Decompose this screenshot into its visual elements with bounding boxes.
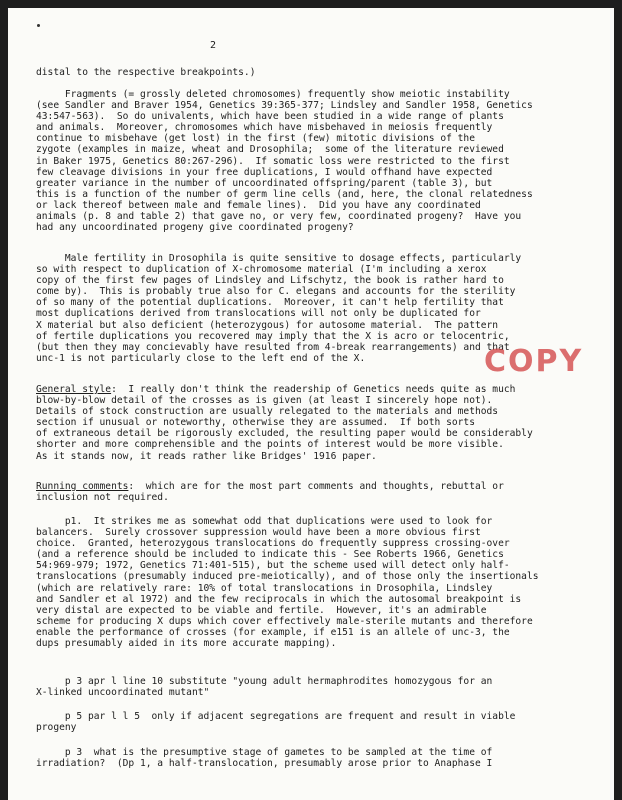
copy-stamp: COPY bbox=[484, 344, 584, 379]
running-comments-text: : which are for the most part comments and thoughts, rebuttal or inclusion not required. bbox=[36, 481, 504, 504]
running-comments-heading: Running comments bbox=[36, 481, 129, 492]
page-number: 2 bbox=[210, 40, 217, 51]
note-p3-line10: p 3 apr l line 10 substitute "young adult hermaphrodites homozygous for an X-linked uncoordinated mutant" bbox=[36, 676, 493, 699]
punch-mark bbox=[37, 24, 40, 27]
paragraph-intro: distal to the respective breakpoints.) bbox=[36, 67, 256, 78]
general-style-heading: General style bbox=[36, 384, 112, 395]
note-p5: p 5 par l l 5 only if adjacent segregations are frequent and result in viable progeny bbox=[36, 711, 516, 734]
note-p3-stage: p 3 what is the presumptive stage of gametes to be sampled at the time of irradiation? (Dp 1, a half-translocation, presumably arose prior to Anaphase I bbox=[36, 747, 493, 770]
paragraph-male-fertility: Male fertility in Drosophila is quite sensitive to dosage effects, particularly so with respect to duplication of X-chromosome material (I'm including a xerox copy of the first few pages of Lindsley and Lifschytz, the book is rather hard to come by). This is probably true also for C. elegans and accounts for the sterility of so many of the potential duplications. Moreover, it can't help fertility that most duplications derived from translocations will not only be duplicated for X material but also deficient (heterozygous) for autosome material. The pattern of fertile duplications you recovered may imply that the X is acro or telocentric, (but then they may concievably have resulted from 4-break rearrangements) and that unc-1 is not particularly close to the left end of the X. bbox=[36, 253, 522, 364]
paragraph-fragments: Fragments (= grossly deleted chromosomes) frequently show meiotic instability (see Sandler and Braver 1954, Genetics 39:365-377; Lindsley and Sandler 1958, Genetics 43:547-563). So do univalents, which have been studied in a wide range of plants and animals. Moreover, chromosomes which have misbehaved in meiosis frequently continue to misbehave (get lost) in the first (few) mitotic divisions of the zygote (examples in maize, wheat and Drosophila; some of the literature reviewed in Baker 1975, Genetics 80:267-296). If somatic loss were restricted to the first few cleavage divisions in your free duplications, I would offhand have expected greater variance in the number of uncoordinated offspring/parent (table 3), but this is a function of the number of germ line cells (and, here, the clonal relatedness or lack thereof between male and female lines). Did you have any coordinated animals (p. 8 and table 2) that gave no, or very few, coordinated progeny? Have you had any uncoordinated progeny give coordinated progeny? bbox=[36, 89, 533, 234]
paragraph-p1: p1. It strikes me as somewhat odd that duplications were used to look for balancers. Surely crossover suppression would have been a more obvious first choice. Granted, heterozygous translocations do frequently suppress crossing-over (and a reference should be included to indicate this - See Roberts 1966, Genetics 54:969-979; 1972, Genetics 71:401-515), but the scheme used will detect only half- translocations (presumably induced pre-meiotically), and of those only the insertionals (which are relatively rare: 10% of total translocations in Drosophila, Lindsley and Sandler et al 1972) and the few reciprocals in which the autosomal breakpoint is very distal are expected to be viable and fertile. However, it's an admirable scheme for producing X dups which cover effectively male-sterile mutants and therefore enable the performance of crosses (for example, if e151 is an allele of unc-3, the dups presumably aided in its more accurate mapping). bbox=[36, 516, 539, 650]
letter-page bbox=[8, 8, 614, 800]
general-style-text: : I really don't think the readership of Genetics needs quite as much blow-by-blow detail of the crosses as is given (at least I sincerely hope not). Details of stock construction are usually relegated to the materials and methods section if unusual or noteworthy, otherwise they are assumed. If both sorts of extraneous detail be rigorously excluded, the resulting paper would be considerably shorter and more comprehensible and the points of interest would be more visible. As it stands now, it reads rather like Bridges' 1916 paper. bbox=[36, 384, 533, 462]
paragraph-general-style bbox=[36, 384, 544, 462]
paragraph-running-comments bbox=[36, 481, 544, 503]
